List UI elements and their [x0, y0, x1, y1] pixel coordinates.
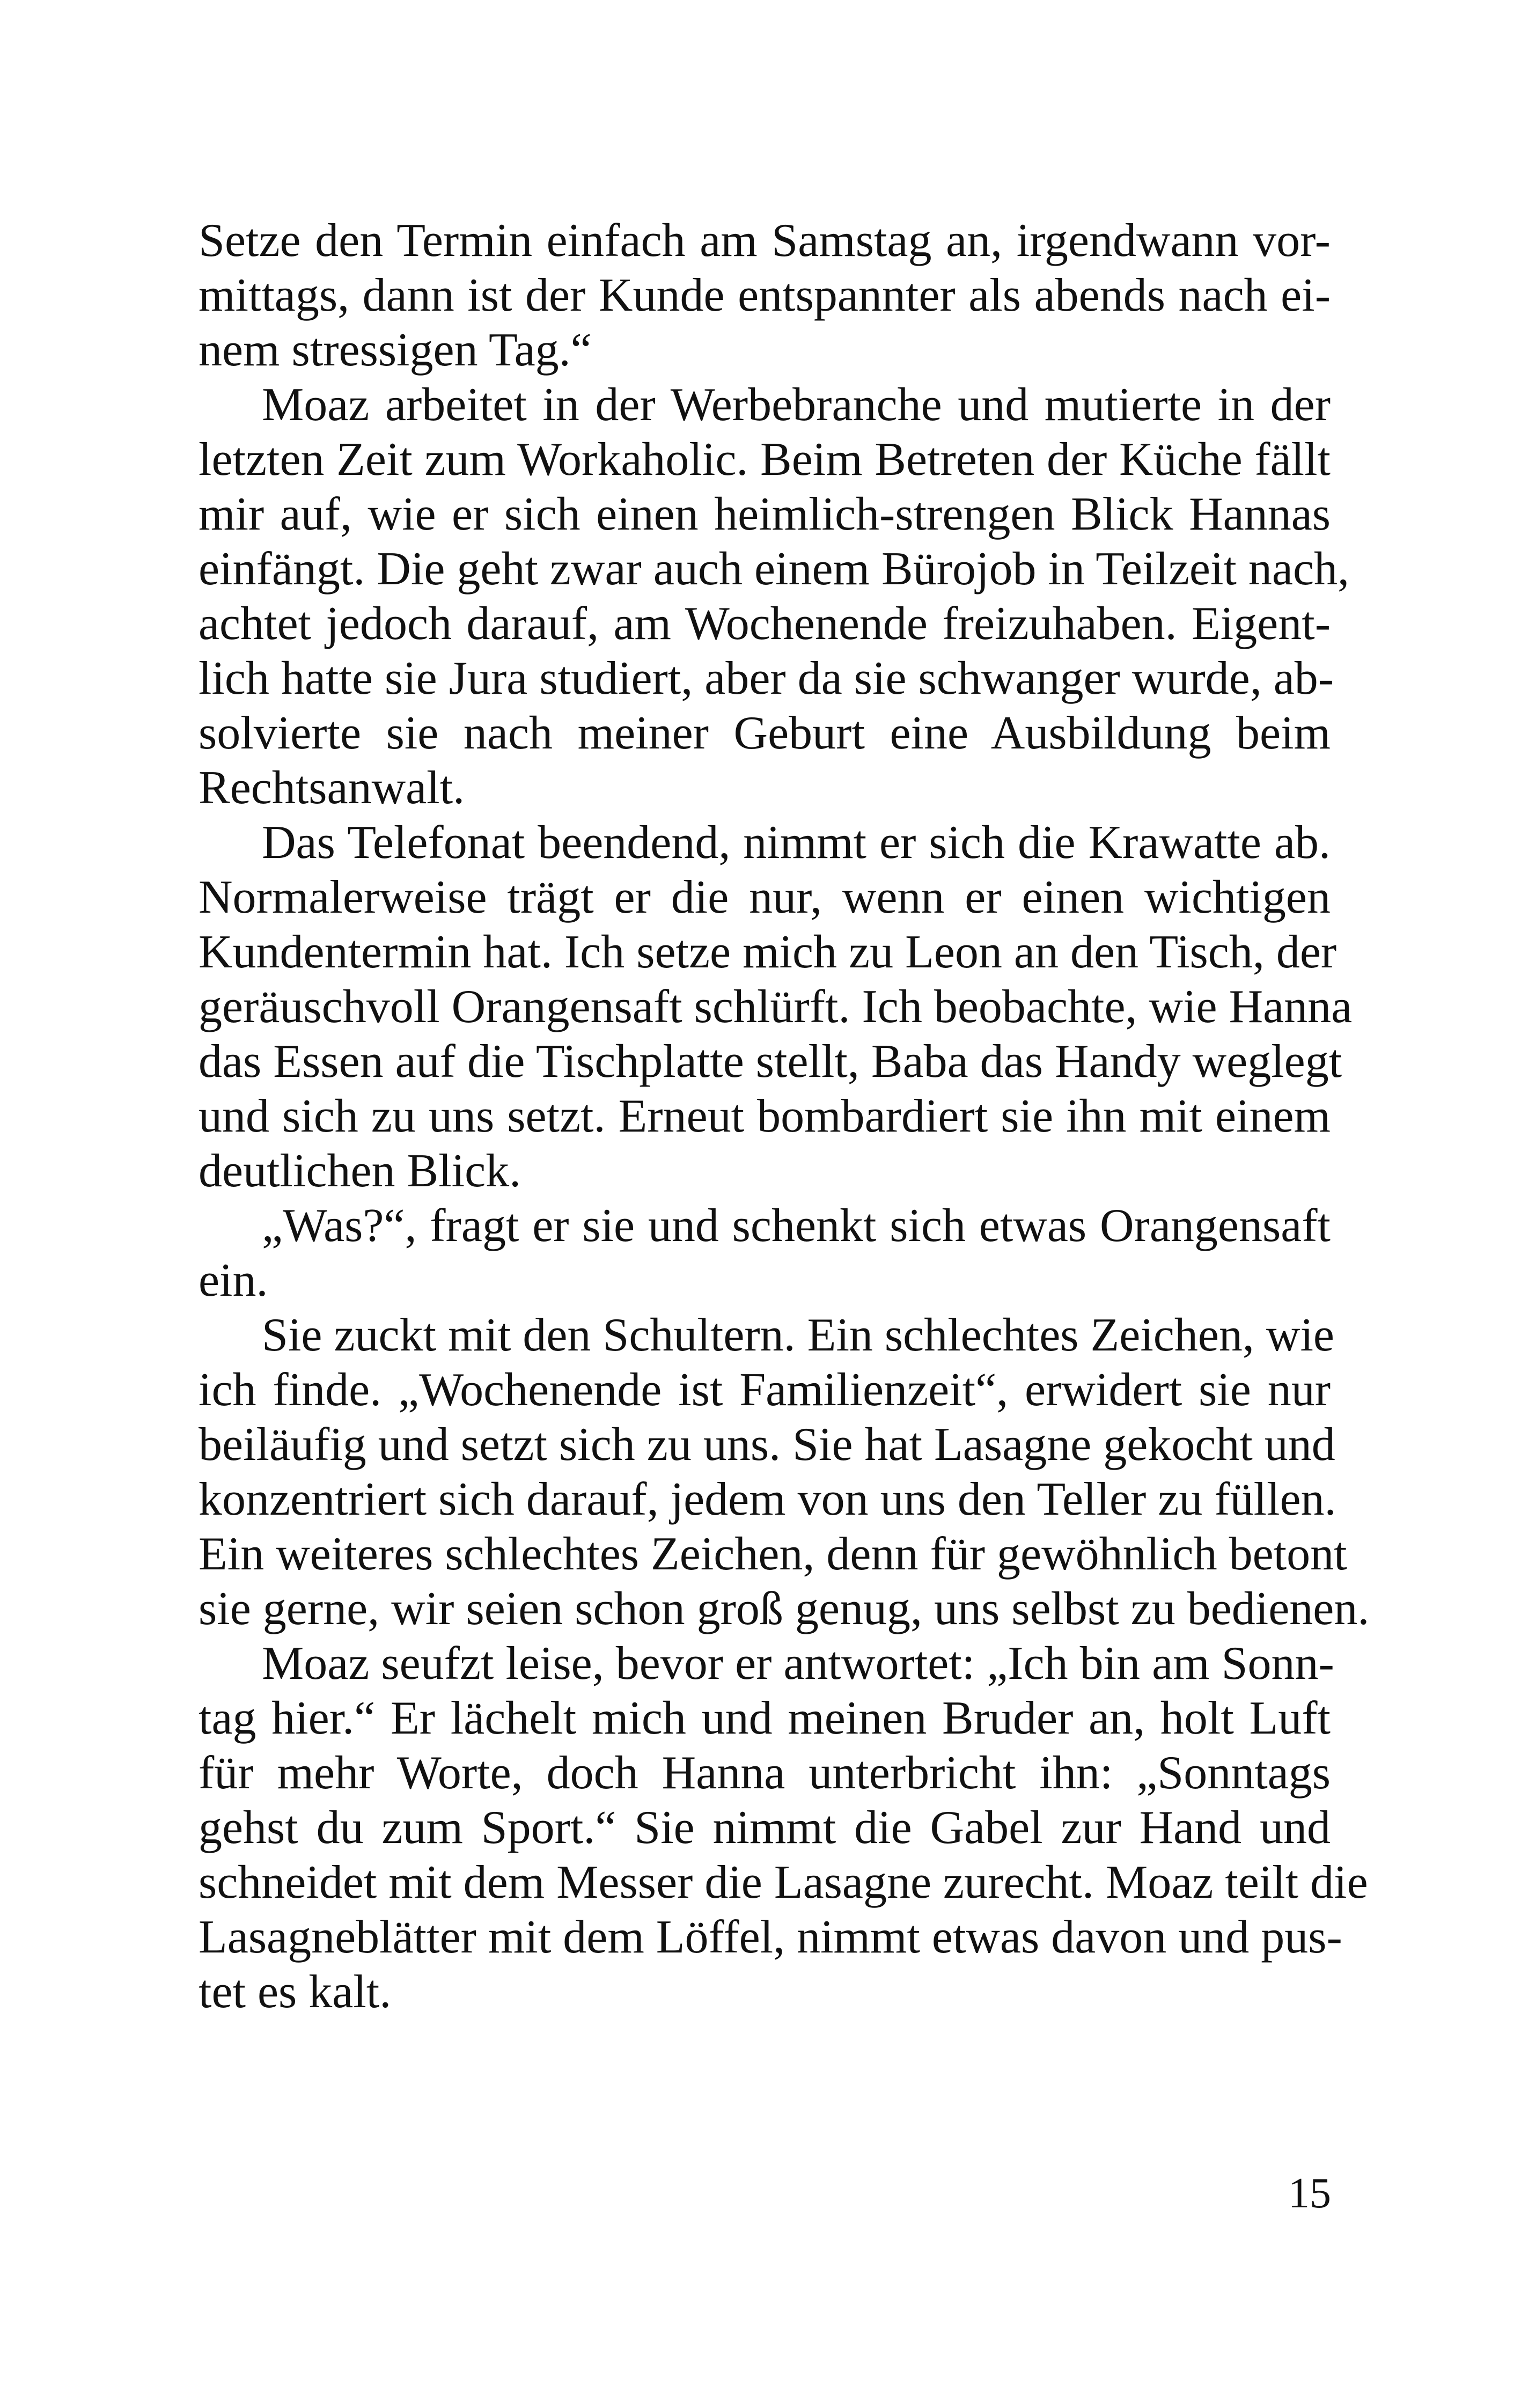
text-line: gehst du zum Sport.“ Sie nimmt die Gabel zur Hand und [199, 1802, 1331, 1854]
text-line: geräuschvoll Orangensaft schlürft. Ich beobachte, wie Hanna [199, 981, 1353, 1033]
text-line: deutlichen Blick. [199, 1145, 521, 1197]
text-line: ein. [199, 1254, 268, 1306]
text-line: achtet jedoch darauf, am Wochenende freizuhaben. Eigent- [199, 598, 1331, 650]
text-line: tet es kalt. [199, 1966, 392, 2018]
text-line: Moaz arbeitet in der Werbebranche und mutierte in der [262, 379, 1331, 431]
text-line: einfängt. Die geht zwar auch einem Bürojob in Teilzeit nach, [199, 543, 1349, 595]
text-line: mittags, dann ist der Kunde entspannter als abends nach ei- [199, 269, 1331, 321]
text-line: nem stressigen Tag.“ [199, 324, 592, 376]
text-line: Sie zuckt mit den Schultern. Ein schlechtes Zeichen, wie [262, 1309, 1334, 1361]
text-line: solvierte sie nach meiner Geburt eine Ausbildung beim [199, 707, 1331, 759]
text-line: mir auf, wie er sich einen heimlich-strengen Blick Hannas [199, 488, 1331, 540]
text-line: beiläufig und setzt sich zu uns. Sie hat Lasagne gekocht und [199, 1419, 1335, 1471]
text-line: für mehr Worte, doch Hanna unterbricht ihn: „Sonntags [199, 1747, 1331, 1799]
text-line: Lasagneblätter mit dem Löffel, nimmt etwas davon und pus- [199, 1911, 1342, 1963]
text-line: schneidet mit dem Messer die Lasagne zurecht. Moaz teilt die [199, 1856, 1368, 1908]
text-line: „Was?“, fragt er sie und schenkt sich etwas Orangensaft [262, 1200, 1331, 1252]
text-line: Normalerweise trägt er die nur, wenn er einen wichtigen [199, 871, 1331, 923]
text-line: Ein weiteres schlechtes Zeichen, denn für gewöhnlich betont [199, 1528, 1347, 1580]
text-line: sie gerne, wir seien schon groß genug, uns selbst zu bedienen. [199, 1583, 1370, 1635]
text-line: das Essen auf die Tischplatte stellt, Baba das Handy weglegt [199, 1036, 1342, 1088]
text-line: lich hatte sie Jura studiert, aber da sie schwanger wurde, ab- [199, 652, 1334, 704]
text-line: und sich zu uns setzt. Erneut bombardiert sie ihn mit einem [199, 1090, 1331, 1142]
text-line: ich finde. „Wochenende ist Familienzeit“, erwidert sie nur [199, 1364, 1331, 1416]
text-line: Das Telefonat beendend, nimmt er sich die Krawatte ab. [262, 817, 1331, 869]
text-line: tag hier.“ Er lächelt mich und meinen Bruder an, holt Luft [199, 1692, 1331, 1744]
text-line: konzentriert sich darauf, jedem von uns den Teller zu füllen. [199, 1473, 1336, 1525]
text-line: letzten Zeit zum Workaholic. Beim Betreten der Küche fällt [199, 434, 1331, 486]
text-line: Setze den Termin einfach am Samstag an, irgendwann vor- [199, 215, 1331, 267]
body-text [199, 214, 1370, 2020]
text-line: Kundentermin hat. Ich setze mich zu Leon an den Tisch, der [199, 926, 1337, 978]
text-line: Moaz seufzt leise, bevor er antwortet: „Ich bin am Sonn- [262, 1638, 1334, 1690]
text-line: Rechtsanwalt. [199, 762, 465, 814]
page-number: 15 [1288, 2170, 1331, 2217]
